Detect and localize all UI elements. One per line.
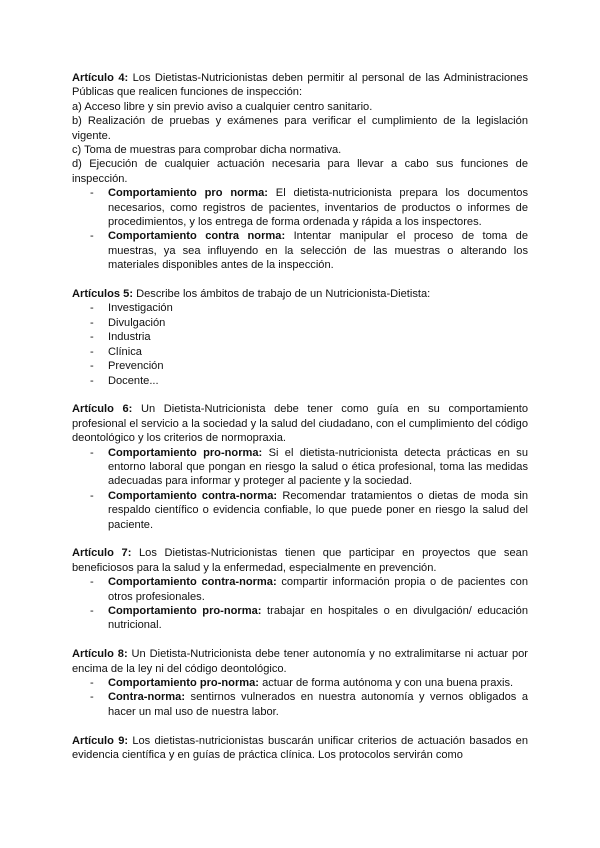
article-8-heading: Artículo 8: [72, 648, 128, 661]
list-item: - Industria [108, 330, 528, 344]
article-8-intro: Artículo 8: Un Dietista-Nutricionista debe tener autonomía y no extralimitarse ni actuar por encima de la ley ni del código deontológico. [72, 648, 528, 675]
article-6 [72, 402, 528, 532]
list-item: - Comportamiento contra norma: Intentar manipular el proceso de toma de muestras, ya sea influyendo en la selección de las muestras o alterando los materiales disponibles antes de la inspección. [108, 229, 528, 272]
article-7 [72, 546, 528, 632]
list-item: - Comportamiento pro norma: El dietista-nutricionista prepara los documentos necesarios, como registros de pacientes, inventarios de productos o informes de procedimientos, y los entrega de forma ordenada y rápida a los inspectores. [108, 186, 528, 229]
article-9 [72, 734, 528, 763]
article-6-bullets [72, 446, 528, 532]
list-item: - Comportamiento contra-norma: compartir información propia o de pacientes con otros profesionales. [108, 575, 528, 604]
article-9-intro: Artículo 9: Los dietistas-nutricionistas buscarán unificar criterios de actuación basados en evidencia científica y en guías de práctica clínica. Los protocolos servirán como [72, 734, 528, 762]
article-5 [72, 287, 528, 388]
article-6-intro: Artículo 6: Un Dietista-Nutricionista debe tener como guía en su comportamiento profesional el servicio a la sociedad y la salud del ciudadano, con el cumplimiento del código deontológico y los criterios de normopraxia. [72, 403, 529, 445]
article-4-bullets [72, 186, 528, 272]
article-8-bullets [72, 676, 528, 719]
article-4-line-c: c) Toma de muestras para comprobar dicha normativa. [72, 144, 342, 157]
article-6-heading: Artículo 6: [72, 403, 133, 416]
list-item: - Contra-norma: sentirnos vulnerados en nuestra autonomía y vernos obligados a hacer un mal uso de nuestra labor. [108, 690, 528, 719]
article-7-intro: Artículo 7: Los Dietistas-Nutricionistas tienen que participar en proyectos que sean beneficiosos para la salud y la enfermedad, especialmente en prevención. [72, 547, 528, 574]
list-item: - Comportamiento pro-norma: Si el dietista-nutricionista detecta prácticas en su entorno laboral que pongan en riesgo la salud o ética profesional, toma las medidas adecuadas para informar y proteger al paciente y la sociedad. [108, 446, 528, 489]
document-page [72, 71, 528, 777]
article-4-line-b: b) Realización de pruebas y exámenes para verificar el cumplimiento de la legislación vigente. [72, 115, 528, 142]
article-4-heading: Artículo 4: [72, 72, 129, 84]
list-item: - Comportamiento pro-norma: trabajar en hospitales o en divulgación/ educación nutricional. [108, 604, 528, 633]
article-5-heading: Artículos 5: [72, 288, 134, 301]
article-4-line-d: d) Ejecución de cualquier actuación necesaria para llevar a cabo sus funciones de inspección. [72, 158, 528, 185]
article-7-heading: Artículo 7: [72, 547, 132, 560]
article-5-bullets [72, 301, 528, 387]
list-item: - Docente... [108, 374, 528, 388]
list-item: - Comportamiento pro-norma: actuar de forma autónoma y con una buena praxis. [108, 676, 528, 690]
article-4-line-a: a) Acceso libre y sin previo aviso a cualquier centro sanitario. [72, 100, 373, 113]
list-item: - Comportamiento contra-norma: Recomendar tratamientos o dietas de moda sin respaldo científico o evidencia confiable, lo que puede poner en riesgo la salud del paciente. [108, 489, 528, 532]
article-8 [72, 647, 528, 719]
article-7-bullets [72, 575, 528, 633]
list-item: - Divulgación [108, 316, 528, 330]
article-4 [72, 71, 528, 273]
article-9-heading: Artículo 9: [72, 734, 129, 747]
list-item: - Prevención [108, 359, 528, 373]
article-4-intro: Artículo 4: Los Dietistas-Nutricionistas deben permitir al personal de las Administraciones Públicas que realicen funciones de inspección: [72, 72, 528, 99]
article-5-intro: Artículos 5: Describe los ámbitos de trabajo de un Nutricionista-Dietista: [72, 288, 431, 301]
list-item: - Clínica [108, 345, 528, 359]
list-item: - Investigación [108, 301, 528, 315]
